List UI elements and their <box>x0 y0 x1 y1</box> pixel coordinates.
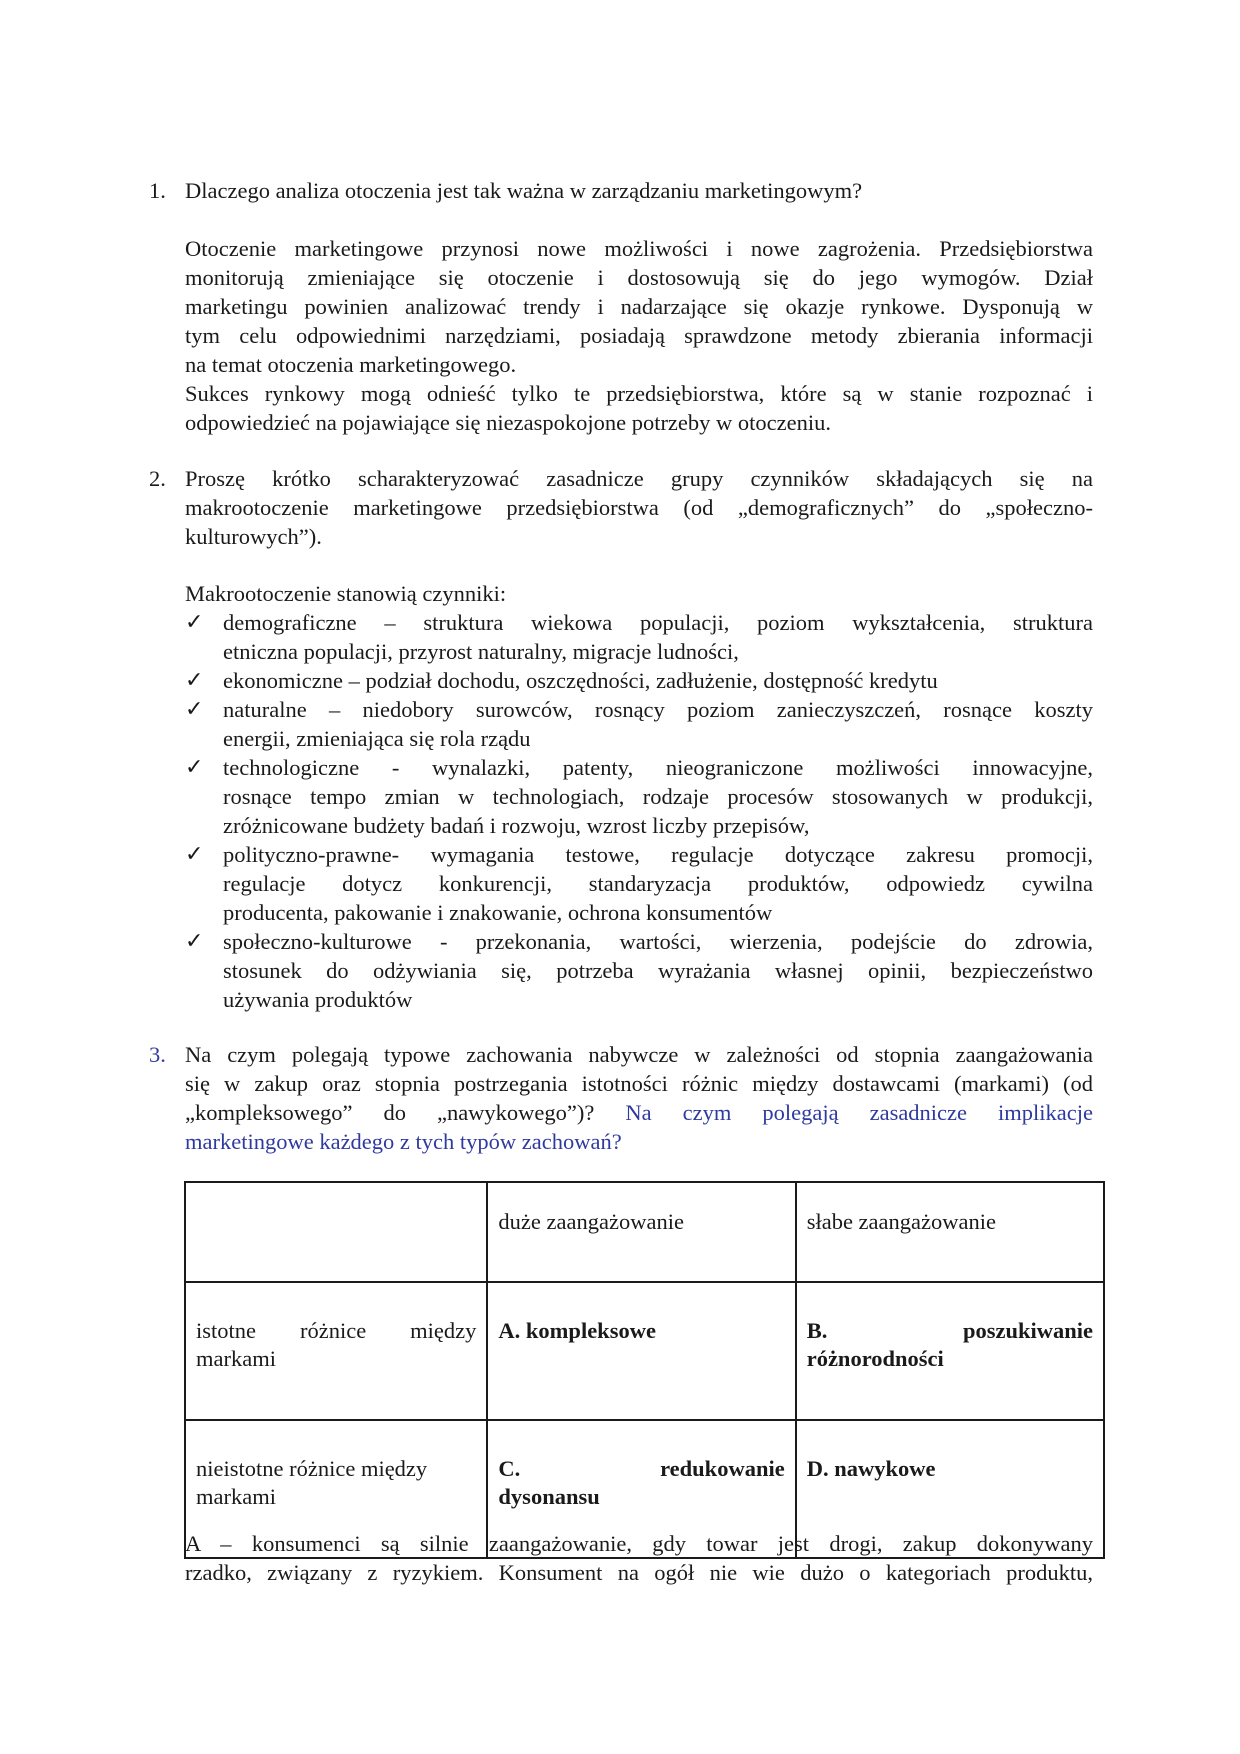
q3-question <box>185 1040 1093 1156</box>
q1-answer-line: odpowiedzieć na pojawiające się niezaspokojone potrzeby w otoczeniu. <box>185 410 831 435</box>
q1-answer-line: Sukces rynkowy mogą odnieść tylko te przedsiębiorstwa, które są w stanie rozpoznać i <box>185 381 1093 406</box>
q3-question-line: się w zakup oraz stopnia postrzegania istotności różnic między dostawcami (markami) (od <box>185 1071 1093 1096</box>
factor-item-economic <box>185 666 1093 695</box>
q2-question-line: kulturowych”). <box>185 524 322 549</box>
check-icon: ✓ <box>185 697 204 722</box>
factor-line: ekonomiczne – podział dochodu, oszczędności, zadłużenie, dostępność kredytu <box>223 668 938 693</box>
factor-item-demographic <box>185 608 1093 666</box>
table-header-low-involvement: słabe zaangażowanie <box>796 1182 1104 1282</box>
cell-line: dysonansu <box>498 1484 600 1509</box>
q1-answer-line: na temat otoczenia marketingowego. <box>185 352 517 377</box>
q1-answer-line: marketingu powinien analizować trendy i nadarzające się okazje rynkowe. Dysponują w <box>185 294 1093 319</box>
factor-line: regulacje dotycz konkurencji, standaryzacja produktów, odpowiedz cywilna <box>223 871 1093 896</box>
table-header-row <box>185 1182 1104 1282</box>
q1-answer-p1 <box>185 234 1093 437</box>
factor-item-technological <box>185 753 1093 840</box>
q1-question: Dlaczego analiza otoczenia jest tak ważna w zarządzaniu marketingowym? <box>185 178 863 203</box>
table-header-high-involvement: duże zaangażowanie <box>487 1182 795 1282</box>
factor-line: demograficzne – struktura wiekowa populacji, poziom wykształcenia, struktura <box>223 610 1093 635</box>
q1-number: 1. <box>149 178 166 203</box>
table-cell-habitual: D. nawykowe <box>796 1420 1104 1558</box>
factor-line: zróżnicowane budżety badań i rozwoju, wzrost liczby przepisów, <box>223 813 810 838</box>
cell-line: różnorodności <box>806 1346 944 1371</box>
row-label-line: istotne różnice między <box>196 1318 477 1343</box>
q1-answer-line: Otoczenie marketingowe przynosi nowe możliwości i nowe zagrożenia. Przedsiębiorstwa <box>185 236 1093 261</box>
factor-line: polityczno-prawne- wymagania testowe, regulacje dotyczące zakresu promocji, <box>223 842 1093 867</box>
factor-line: technologiczne - wynalazki, patenty, nieograniczone możliwości innowacyjne, <box>223 755 1093 780</box>
table-cell-complex: A. kompleksowe <box>487 1282 795 1420</box>
table-cell-variety-seeking <box>796 1282 1104 1420</box>
check-icon: ✓ <box>185 842 204 867</box>
q2-question <box>185 464 1093 551</box>
factor-line: producenta, pakowanie i znakowanie, ochrona konsumentów <box>223 900 773 925</box>
row-label-line: markami <box>196 1346 276 1371</box>
factor-line: stosunek do odżywiania się, potrzeba wyrażania własnej opinii, bezpieczeństwo <box>223 958 1093 983</box>
answer-line: A – konsumenci są silnie zaangażowanie, gdy towar jest drogi, zakup dokonywany <box>185 1531 1093 1556</box>
table-row <box>185 1282 1104 1420</box>
q3-question-black-part: „kompleksowego” do „nawykowego”)? <box>185 1100 595 1125</box>
q2-question-line: makrootoczenie marketingowe przedsiębiorstwa (od „demograficznych” do „społeczno- <box>185 495 1093 520</box>
factor-line: używania produktów <box>223 987 413 1012</box>
factor-line: rosnące tempo zmian w technologiach, rodzaje procesów stosowanych w produkcji, <box>223 784 1093 809</box>
q3-number: 3. <box>149 1042 166 1067</box>
q1-answer-line: tym celu odpowiednimi narzędziami, posiadają sprawdzone metody zbierania informacji <box>185 323 1093 348</box>
factor-line: etniczna populacji, przyrost naturalny, migracje ludności, <box>223 639 739 664</box>
row-label-line: markami <box>196 1484 276 1509</box>
cell-line: B. poszukiwanie <box>806 1318 1093 1343</box>
q2-question-line: Proszę krótko scharakteryzować zasadnicze grupy czynników składających się na <box>185 466 1093 491</box>
q3-question-blue-part: Na czym polegają zasadnicze implikacje <box>625 1100 1093 1125</box>
row-label-line: nieistotne różnice między <box>196 1456 428 1481</box>
cell-line: C. redukowanie <box>498 1456 785 1481</box>
factor-item-political-legal <box>185 840 1093 927</box>
answer-line: rzadko, związany z ryzykiem. Konsument na ogół nie wie dużo o kategoriach produktu, <box>185 1560 1093 1585</box>
table-row-label <box>185 1282 487 1420</box>
check-icon: ✓ <box>185 668 204 693</box>
q1-answer-line: monitorują zmieniające się otoczenie i dostosowują się do jego wymogów. Dział <box>185 265 1093 290</box>
table-corner-cell <box>185 1182 487 1282</box>
factor-line: naturalne – niedobory surowców, rosnący poziom zanieczyszczeń, rosnące koszty <box>223 697 1093 722</box>
check-icon: ✓ <box>185 610 204 635</box>
q3-question-line-mixed <box>185 1098 1093 1127</box>
answer-a-paragraph <box>185 1529 1093 1587</box>
q2-number: 2. <box>149 466 166 491</box>
purchase-behavior-table <box>184 1181 1105 1559</box>
q3-question-line: Na czym polegają typowe zachowania nabywcze w zależności od stopnia zaangażowania <box>185 1042 1093 1067</box>
check-icon: ✓ <box>185 755 204 780</box>
q3-question-line: marketingowe każdego z tych typów zachowań? <box>185 1129 622 1154</box>
check-icon: ✓ <box>185 929 204 954</box>
factor-list <box>185 608 1093 1014</box>
q2-intro: Makrootoczenie stanowią czynniki: <box>185 581 507 606</box>
factor-line: energii, zmieniająca się rola rządu <box>223 726 531 751</box>
factor-item-socio-cultural <box>185 927 1093 1014</box>
factor-item-natural <box>185 695 1093 753</box>
factor-line: społeczno-kulturowe - przekonania, wartości, wierzenia, podejście do zdrowia, <box>223 929 1093 954</box>
